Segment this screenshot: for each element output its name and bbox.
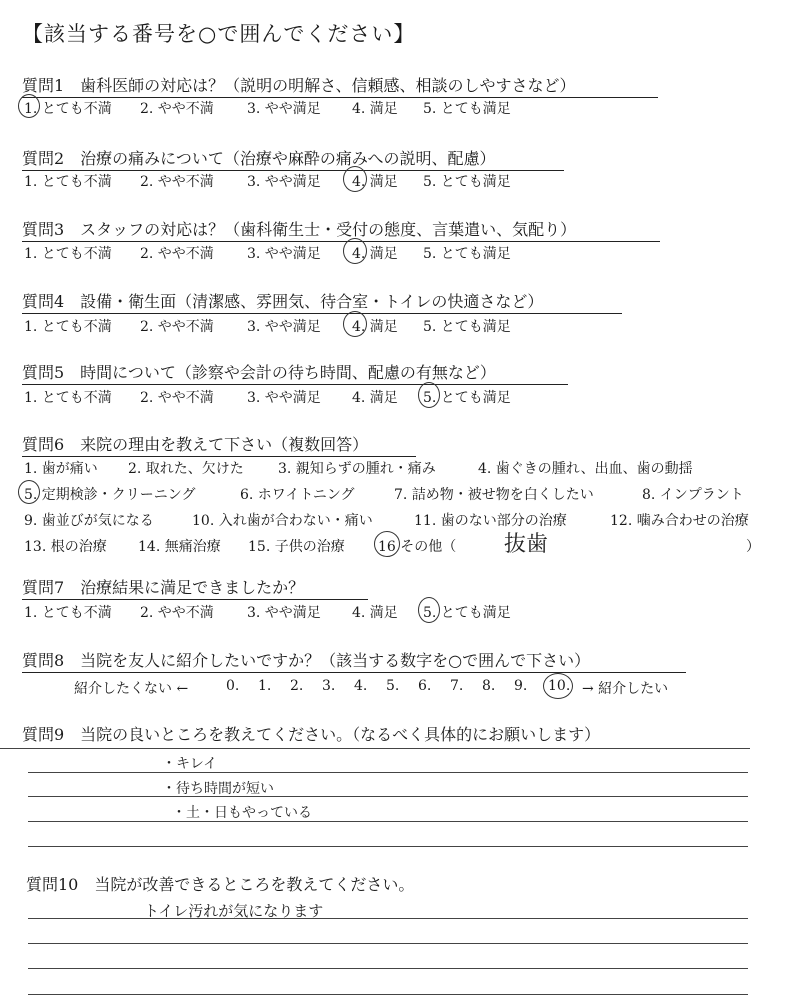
- q5-option-4[interactable]: 4. 満足: [352, 390, 398, 406]
- q6-other-handwritten-answer: 抜歯: [504, 532, 549, 557]
- q8-scale-0[interactable]: 0.: [226, 678, 240, 694]
- q5-option-1[interactable]: 1. とても不満: [24, 390, 112, 406]
- q6-option-12[interactable]: 12. 噛み合わせの治療: [610, 513, 749, 529]
- q2-option-4[interactable]: 4. 満足: [352, 174, 398, 190]
- q6-option-2[interactable]: 2. 取れた、欠けた: [128, 461, 244, 477]
- q3-option-3[interactable]: 3. やや満足: [247, 246, 321, 262]
- q8-scale-1[interactable]: 1.: [258, 678, 272, 694]
- q3-option-4[interactable]: 4. 満足: [352, 246, 398, 262]
- q2-option-5[interactable]: 5. とても満足: [423, 174, 511, 190]
- q8-scale-9[interactable]: 9.: [514, 678, 528, 694]
- q7-option-5[interactable]: 5. とても満足: [423, 605, 511, 621]
- q7-option-1[interactable]: 1. とても不満: [24, 605, 112, 621]
- q10-answer-line-4: [28, 994, 748, 995]
- q6-option-15[interactable]: 15. 子供の治療: [248, 539, 345, 555]
- q9-answer-line-4: [28, 846, 748, 847]
- q7-option-3[interactable]: 3. やや満足: [247, 605, 321, 621]
- q1-option-1[interactable]: 1. とても不満: [24, 101, 112, 117]
- q3-option-2[interactable]: 2. やや不満: [140, 246, 214, 262]
- question-3-label: 質問3 スタッフの対応は？（歯科衛生士・受付の態度、言葉遣い、気配り）: [22, 217, 660, 242]
- q4-option-4[interactable]: 4. 満足: [352, 319, 398, 335]
- q8-scale-6[interactable]: 6.: [418, 678, 432, 694]
- q6-option-9[interactable]: 9. 歯並びが気になる: [24, 513, 154, 529]
- q1-option-5[interactable]: 5. とても満足: [423, 101, 511, 117]
- q6-option-7[interactable]: 7. 詰め物・被せ物を白くしたい: [394, 487, 594, 503]
- q4-option-2[interactable]: 2. やや不満: [140, 319, 214, 335]
- q6-option-4[interactable]: 4. 歯ぐきの腫れ、出血、歯の動揺: [478, 461, 693, 477]
- q8-left-label: 紹介したくない ←: [74, 681, 189, 697]
- q6-other-close-paren: ）: [746, 539, 760, 555]
- q8-scale-4[interactable]: 4.: [354, 678, 368, 694]
- q9-answer-line-2: [28, 796, 748, 797]
- q4-option-1[interactable]: 1. とても不満: [24, 319, 112, 335]
- q2-option-2[interactable]: 2. やや不満: [140, 174, 214, 190]
- q6-selected-circle-16: [374, 531, 400, 557]
- question-5-label: 質問5 時間について（診察や会計の待ち時間、配慮の有無など）: [22, 360, 568, 385]
- q9-answer-line-top: [0, 748, 750, 749]
- q4-option-5[interactable]: 5. とても満足: [423, 319, 511, 335]
- q6-option-14[interactable]: 14. 無痛治療: [138, 539, 221, 555]
- q4-option-3[interactable]: 3. やや満足: [247, 319, 321, 335]
- q10-answer-line-1: [28, 918, 748, 919]
- q6-option-13[interactable]: 13. 根の治療: [24, 539, 107, 555]
- q6-option-16-other[interactable]: 16 その他（: [378, 539, 457, 555]
- q9-answer-line-3: [28, 821, 748, 822]
- question-7-label: 質問7 治療結果に満足できましたか？: [22, 575, 368, 600]
- q9-answer-1: ・キレイ: [162, 756, 218, 772]
- question-8-label: 質問8 当院を友人に紹介したいですか？（該当する数字を○で囲んで下さい）: [22, 648, 686, 673]
- q2-selected-circle: [343, 166, 367, 192]
- q6-option-1[interactable]: 1. 歯が痛い: [24, 461, 98, 477]
- q6-option-3[interactable]: 3. 親知らずの腫れ・痛み: [278, 461, 436, 477]
- q3-option-1[interactable]: 1. とても不満: [24, 246, 112, 262]
- q1-option-3[interactable]: 3. やや満足: [247, 101, 321, 117]
- q5-selected-circle: [418, 382, 440, 408]
- q8-scale-10[interactable]: 10.: [548, 678, 571, 694]
- q10-answer-line-2: [28, 943, 748, 944]
- question-1-label: 質問1 歯科医師の対応は？（説明の明解さ、信頼感、相談のしやすさなど）: [22, 73, 658, 98]
- q8-scale-8[interactable]: 8.: [482, 678, 496, 694]
- q4-selected-circle: [343, 311, 367, 337]
- q8-scale-7[interactable]: 7.: [450, 678, 464, 694]
- q7-selected-circle: [418, 597, 440, 623]
- q2-option-1[interactable]: 1. とても不満: [24, 174, 112, 190]
- q9-answer-3: ・土・日もやっている: [172, 805, 312, 821]
- question-9-label: 質問9 当院の良いところを教えてください。（なるべく具体的にお願いします）: [22, 725, 601, 744]
- q5-option-5[interactable]: 5. とても満足: [423, 390, 511, 406]
- q10-answer-line-3: [28, 968, 748, 969]
- q6-option-11[interactable]: 11. 歯のない部分の治療: [414, 513, 567, 529]
- q2-option-3[interactable]: 3. やや満足: [247, 174, 321, 190]
- q7-option-4[interactable]: 4. 満足: [352, 605, 398, 621]
- question-10-label: 質問10 当院が改善できるところを教えてください。: [26, 875, 415, 894]
- q6-option-6[interactable]: 6. ホワイトニング: [240, 487, 355, 503]
- q5-option-3[interactable]: 3. やや満足: [247, 390, 321, 406]
- q8-right-label: → 紹介したい: [582, 681, 669, 697]
- q8-scale-2[interactable]: 2.: [290, 678, 304, 694]
- q9-answer-2: ・待ち時間が短い: [162, 781, 274, 797]
- q8-scale-5[interactable]: 5.: [386, 678, 400, 694]
- q7-option-2[interactable]: 2. やや不満: [140, 605, 214, 621]
- q1-selected-circle: [18, 94, 40, 118]
- form-title: 【該当する番号を○で囲んでください】: [22, 22, 416, 46]
- q6-option-5[interactable]: 5. 定期検診・クリーニング: [24, 487, 196, 503]
- q8-selected-circle: [543, 673, 573, 699]
- q9-answer-line-1: [28, 772, 748, 773]
- q1-option-4[interactable]: 4. 満足: [352, 101, 398, 117]
- question-2-label: 質問2 治療の痛みについて（治療や麻酔の痛みへの説明、配慮）: [22, 146, 564, 171]
- q5-option-2[interactable]: 2. やや不満: [140, 390, 214, 406]
- q6-option-8[interactable]: 8. インプラント: [642, 487, 744, 503]
- q3-selected-circle: [343, 238, 367, 264]
- q6-selected-circle-5: [18, 480, 40, 504]
- q1-option-2[interactable]: 2. やや不満: [140, 101, 214, 117]
- question-6-label: 質問6 来院の理由を教えて下さい（複数回答）: [22, 432, 416, 457]
- q6-option-10[interactable]: 10. 入れ歯が合わない・痛い: [192, 513, 373, 529]
- q8-scale-3[interactable]: 3.: [322, 678, 336, 694]
- q10-answer-1: トイレ汚れが気になります: [144, 902, 324, 920]
- question-4-label: 質問4 設備・衛生面（清潔感、雰囲気、待合室・トイレの快適さなど）: [22, 289, 622, 314]
- q3-option-5[interactable]: 5. とても満足: [423, 246, 511, 262]
